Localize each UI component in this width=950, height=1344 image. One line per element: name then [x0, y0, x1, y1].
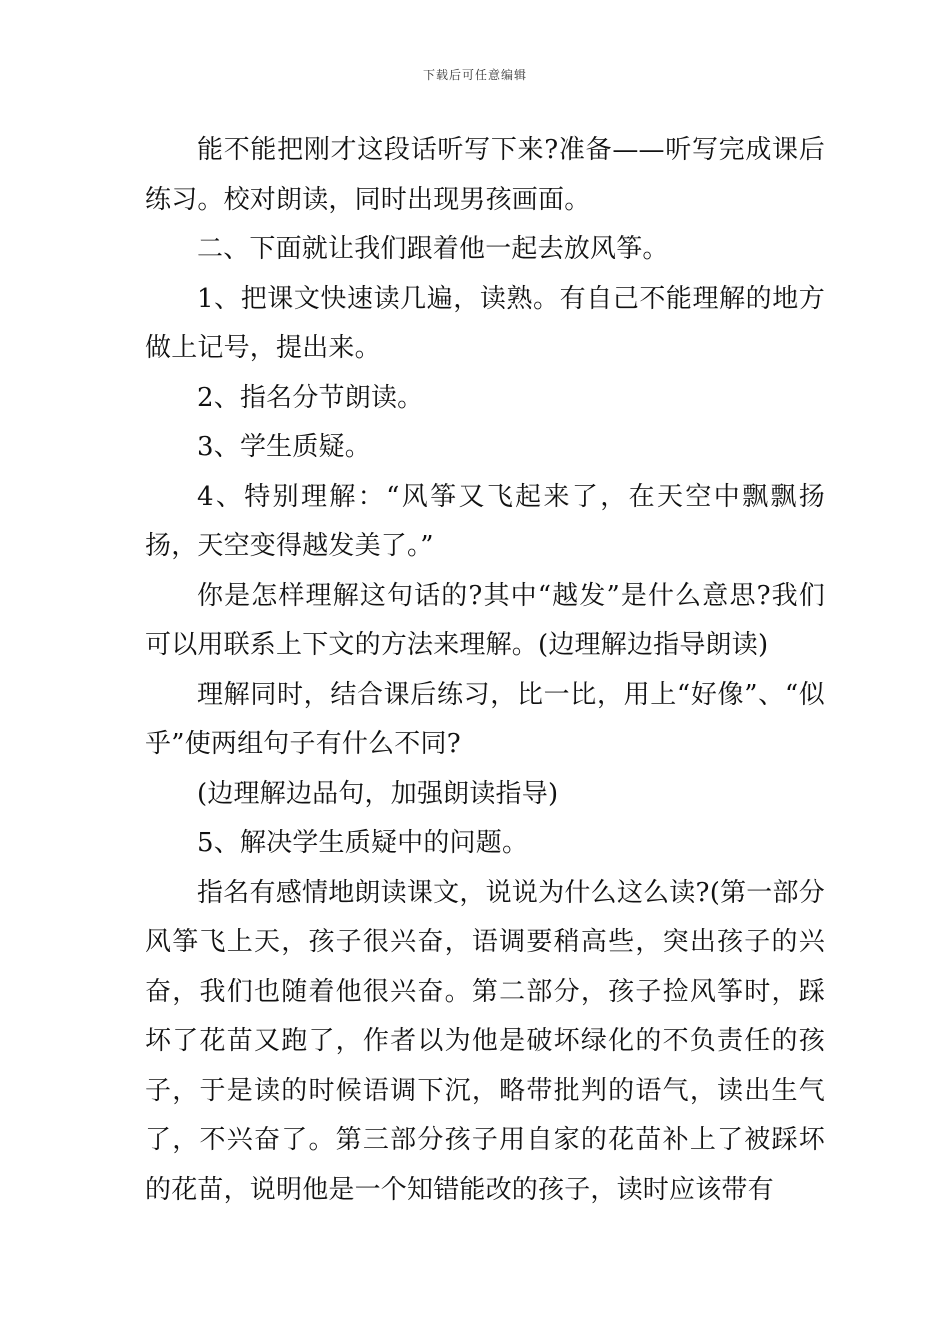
document-body	[145, 126, 825, 1215]
paragraph-step-3: 3、学生质疑。	[197, 432, 371, 462]
paragraph-reading-explanation: 指名有感情地朗读课文，说说为什么这么读?(第一部分风筝飞上天，孩子很兴奋，语调要稍高些，突出孩子的兴奋，我们也随着他很兴奋。第二部分，孩子捡风筝时，踩坏了花苗又跑了，作者以为他是破坏绿化的不负责任的孩子，于是读的时候语调下沉，略带批判的语气，读出生气了，不兴奋了。第三部分孩子用自家的花苗补上了被踩坏的花苗，说明他是一个知错能改的孩子，读时应该带有	[145, 877, 825, 1205]
paragraph-section-two: 二、下面就让我们跟着他一起去放风筝。	[197, 234, 669, 264]
paragraph-step-2: 2、指名分节朗读。	[197, 382, 424, 413]
paragraph-question: 你是怎样理解这句话的?其中“越发”是什么意思?我们可以用联系上下文的方法来理解。(边理解边指导朗读)	[145, 580, 825, 660]
page-header-note: 下载后可任意编辑	[422, 68, 527, 82]
paragraph-guidance: (边理解边品句，加强朗读指导)	[197, 778, 559, 809]
paragraph-dictation: 能不能把刚才这段话听写下来?准备——听写完成课后练习。校对朗读，同时出现男孩画面。	[145, 135, 825, 215]
paragraph-step-5: 5、解决学生质疑中的问题。	[197, 828, 529, 858]
paragraph-compare: 理解同时，结合课后练习，比一比，用上“好像”、“似乎”使两组句子有什么不同?	[145, 679, 825, 759]
paragraph-step-1: 1、把课文快速读几遍，读熟。有自己不能理解的地方做上记号，提出来。	[145, 283, 825, 363]
paragraph-step-4: 4、特别理解：“风筝又飞起来了，在天空中飘飘扬扬，天空变得越发美了。”	[145, 481, 825, 561]
